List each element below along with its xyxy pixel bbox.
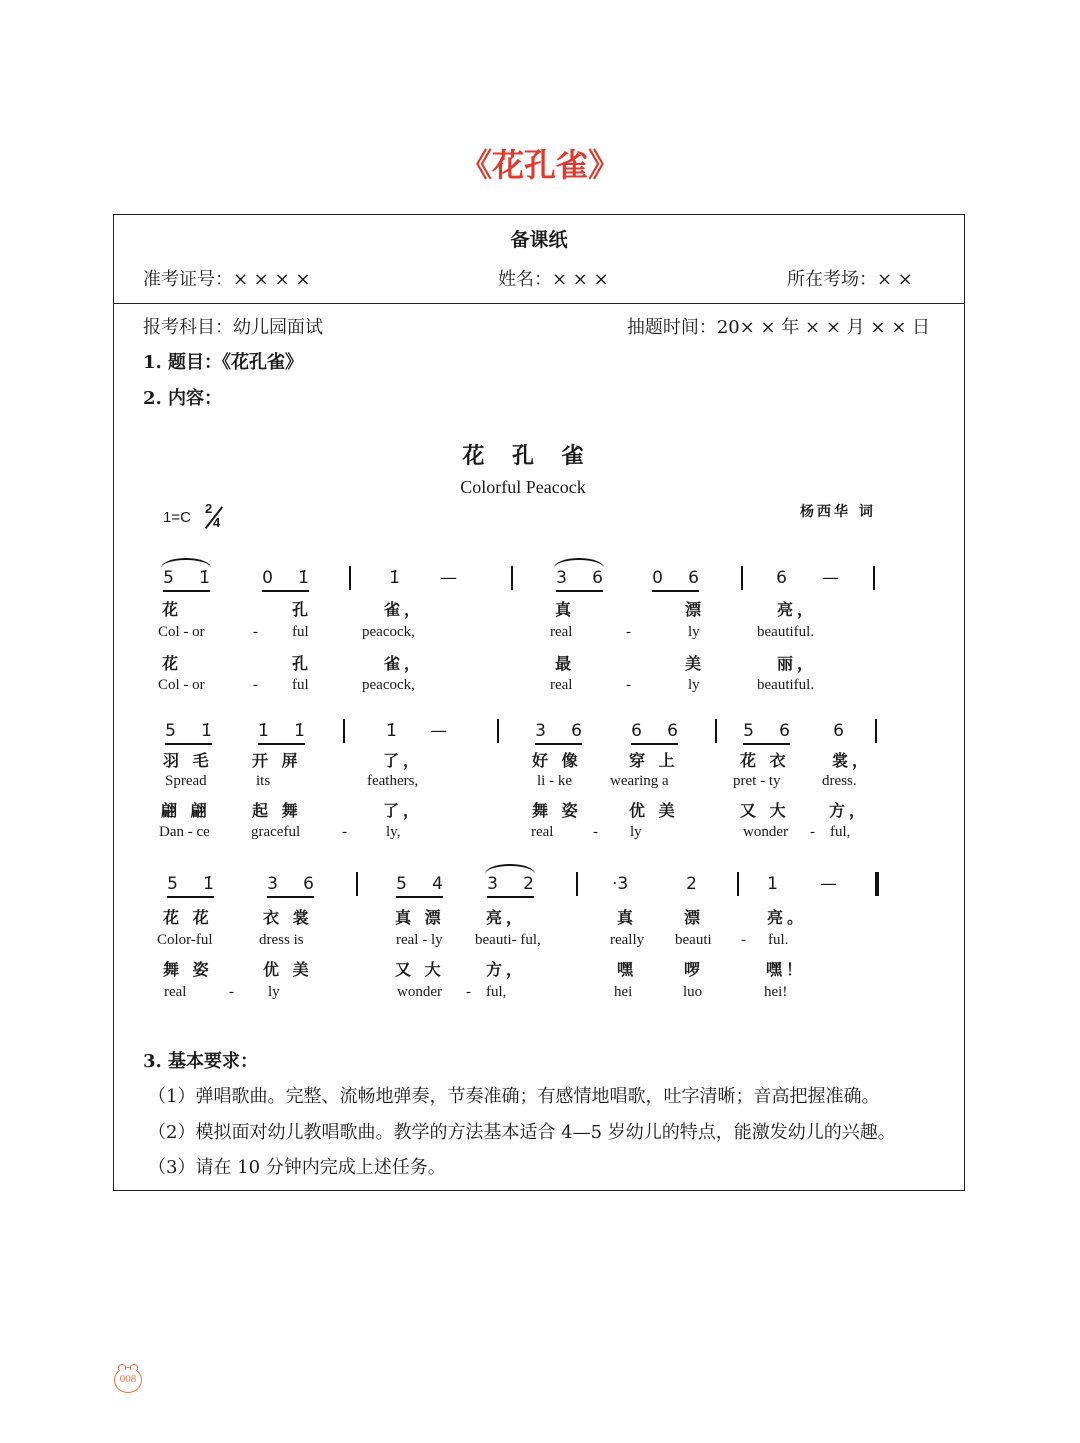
note: ·3: [612, 874, 629, 894]
slur-mark: [161, 558, 211, 568]
note-group: [833, 720, 844, 742]
page-title: 《花孔雀》: [459, 146, 620, 184]
lyric-english: graceful: [251, 824, 301, 840]
time-signature-numerator: 2: [205, 501, 213, 516]
lyric-chinese: 漂: [685, 600, 706, 619]
note-group: [686, 873, 697, 895]
lyric-chinese: 真: [555, 600, 576, 619]
lyric-english: ly: [630, 824, 642, 840]
lyric-english: -: [466, 984, 471, 1000]
lyric-english: -: [229, 984, 234, 1000]
beamed-note-group: [487, 873, 534, 898]
lyric-chinese: 最: [555, 654, 576, 673]
lyric-english: luo: [683, 984, 703, 1000]
note: 6: [571, 721, 582, 741]
note: —: [820, 874, 837, 894]
lyric-chinese: 方，: [486, 960, 527, 979]
lyric-chinese: 衣 裳: [263, 908, 313, 927]
lyric-chinese: 花 衣: [740, 751, 790, 770]
lyric-english: beautiful.: [757, 624, 815, 640]
lyricist-credit: 杨西华 词: [800, 504, 876, 520]
lyric-english: dress.: [822, 773, 857, 789]
note: 1̇: [389, 568, 400, 588]
lyric-english: -: [626, 677, 631, 693]
candidate-name-field: 姓名：× × ×: [498, 269, 609, 290]
note-group: [767, 873, 778, 895]
lyric-chinese: 花: [162, 654, 183, 673]
lyric-chinese: 花 花: [163, 908, 213, 927]
beamed-note-group: [396, 873, 443, 898]
note-group: [386, 720, 397, 742]
page-number-badge: [114, 1367, 142, 1393]
lyric-english: real: [550, 677, 573, 693]
lyric-english: ly,: [386, 824, 401, 840]
note: 3: [535, 721, 546, 741]
barline: [356, 872, 358, 896]
beamed-note-group: [743, 720, 790, 745]
note-group: [430, 720, 447, 742]
lyric-chinese: 好 像: [532, 751, 582, 770]
lyric-english: hei: [614, 984, 633, 1000]
note-group: [776, 567, 787, 589]
barline: [511, 566, 513, 590]
lyric-chinese: 雀，: [384, 654, 425, 673]
lyric-chinese: 方，: [829, 801, 870, 820]
header-divider: [113, 303, 965, 304]
lyric-chinese: 花: [162, 600, 183, 619]
lyric-english: -: [253, 624, 258, 640]
beamed-note-group: [167, 873, 214, 898]
note: 6: [592, 568, 603, 588]
requirement-item-3: （3）请在 10 分钟内完成上述任务。: [148, 1157, 446, 1178]
barline: [741, 566, 743, 590]
lyric-english: Color-ful: [157, 932, 213, 948]
lyric-english: beauti- ful,: [475, 932, 541, 948]
requirements-label: 3. 基本要求：: [143, 1051, 259, 1072]
lyric-english: pret - ty: [733, 773, 781, 789]
lyric-chinese: 亮，: [777, 600, 818, 619]
time-signature-denominator: 4: [213, 515, 221, 530]
lyric-chinese: 羽 毛: [163, 751, 213, 770]
lyric-english: Spread: [165, 773, 207, 789]
lyric-chinese: 孔: [292, 654, 313, 673]
note: 1̇: [294, 721, 305, 741]
lyric-chinese: 穿 上: [629, 751, 679, 770]
lyric-english: real: [164, 984, 187, 1000]
lyric-english: really: [610, 932, 645, 948]
lyric-chinese: 优 美: [629, 801, 679, 820]
beamed-note-group: [262, 567, 309, 592]
lyric-english: Col - or: [158, 624, 205, 640]
lyric-chinese: 舞 姿: [163, 960, 213, 979]
lyric-chinese: 孔: [292, 600, 313, 619]
note: 6: [667, 721, 678, 741]
sheet-heading: 备课纸: [510, 229, 568, 251]
lyric-chinese: 真: [617, 908, 638, 927]
lyric-chinese: 漂: [684, 908, 705, 927]
note: 1̇: [203, 874, 214, 894]
lyric-chinese: 嘿: [617, 960, 638, 979]
exam-id-field: 准考证号：× × × ×: [143, 269, 311, 290]
note: 1̇: [386, 721, 397, 741]
note: 2: [523, 874, 534, 894]
final-barline: [875, 872, 879, 896]
lyric-chinese: 亮，: [486, 908, 527, 927]
beamed-note-group: [631, 720, 678, 745]
lyric-chinese: 雀，: [384, 600, 425, 619]
requirement-item-2: （2）模拟面对幼儿教唱歌曲。教学的方法基本适合 4—5 岁幼儿的特点，能激发幼儿的兴趣。: [148, 1122, 896, 1143]
lyric-chinese: 又 大: [395, 960, 445, 979]
lyric-english: peacock,: [362, 677, 415, 693]
note-group: [440, 567, 457, 589]
note: 6: [779, 721, 790, 741]
lyric-english: -: [593, 824, 598, 840]
song-subtitle-english: Colorful Peacock: [460, 477, 586, 497]
slur-mark: [485, 864, 535, 874]
lyric-english: ful,: [830, 824, 851, 840]
exam-venue-field: 所在考场：× ×: [787, 269, 913, 290]
note: 0: [262, 568, 273, 588]
lyric-english: ly: [268, 984, 280, 1000]
lyric-english: -: [253, 677, 258, 693]
note-group: [822, 567, 839, 589]
lyric-english: -: [626, 624, 631, 640]
note: 6: [688, 568, 699, 588]
lyric-english: ful: [292, 677, 309, 693]
lyric-english: -: [342, 824, 347, 840]
lyric-english: dress is: [259, 932, 304, 948]
note: 6: [303, 874, 314, 894]
lyric-english: beautiful.: [757, 677, 815, 693]
lyric-chinese: 真 漂: [395, 908, 445, 927]
beamed-note-group: [556, 567, 603, 592]
note: 3: [487, 874, 498, 894]
lyric-english: ful: [292, 624, 309, 640]
beamed-note-group: [163, 567, 210, 592]
lyric-chinese: 舞 姿: [532, 801, 582, 820]
lyric-english: wonder: [397, 984, 442, 1000]
lyric-english: beauti: [675, 932, 712, 948]
lyric-chinese: 亮。: [767, 908, 808, 927]
lyric-chinese: 优 美: [263, 960, 313, 979]
note: 6: [776, 568, 787, 588]
lyric-english: Col - or: [158, 677, 205, 693]
lyric-english: wearing a: [610, 773, 669, 789]
lyric-english: -: [741, 932, 746, 948]
key-signature: 1=C: [163, 509, 191, 526]
lyric-english: ful,: [486, 984, 507, 1000]
lyric-chinese: 美: [685, 654, 706, 673]
note: 1̇: [201, 721, 212, 741]
lyric-english: feathers,: [367, 773, 419, 789]
barline: [576, 872, 578, 896]
lyric-english: ful.: [768, 932, 789, 948]
note: 5: [396, 874, 407, 894]
note: 4: [432, 874, 443, 894]
note: 5: [163, 568, 174, 588]
note: —: [440, 568, 457, 588]
topic-line: 1. 题目：《花孔雀》: [143, 352, 304, 373]
lyric-chinese: 嘿！: [766, 960, 807, 979]
barline: [873, 566, 875, 590]
note: —: [430, 721, 447, 741]
lyric-english: -: [810, 824, 815, 840]
lyric-chinese: 啰: [684, 960, 705, 979]
draw-time-field: 抽题时间：20× × 年 × × 月 × × 日: [626, 317, 930, 338]
lyric-english: li - ke: [537, 773, 572, 789]
note: 5: [165, 721, 176, 741]
requirement-item-1: （1）弹唱歌曲。完整、流畅地弹奏，节奏准确；有感情地唱歌，吐字清晰；音高把握准确。: [148, 1086, 880, 1107]
note: 5: [743, 721, 754, 741]
lyric-english: wonder: [743, 824, 788, 840]
note: 1: [767, 874, 778, 894]
lyric-english: ly: [688, 677, 700, 693]
note: 1̇: [298, 568, 309, 588]
beamed-note-group: [535, 720, 582, 745]
beamed-note-group: [652, 567, 699, 592]
beamed-note-group: [165, 720, 212, 745]
numbered-music-score: [140, 545, 900, 1010]
lyric-english: hei!: [764, 984, 788, 1000]
lyric-english: ly: [688, 624, 700, 640]
lyric-english: peacock,: [362, 624, 415, 640]
note-group: [820, 873, 837, 895]
note-group: [612, 873, 628, 895]
lyric-english: real: [550, 624, 573, 640]
lyric-chinese: 开 屏: [252, 751, 302, 770]
note: 5: [167, 874, 178, 894]
barline: [715, 719, 717, 743]
lyric-english: real: [531, 824, 554, 840]
note: 2: [686, 874, 697, 894]
lyric-chinese: 起 舞: [252, 801, 302, 820]
barline: [349, 566, 351, 590]
note: 3: [556, 568, 567, 588]
barline: [875, 719, 877, 743]
note: 0: [652, 568, 663, 588]
beamed-note-group: [267, 873, 314, 898]
lyric-chinese: 裳，: [832, 751, 873, 770]
note: 3: [267, 874, 278, 894]
lyric-chinese: 又 大: [740, 801, 790, 820]
barline: [737, 872, 739, 896]
lyric-chinese: 了，: [383, 751, 424, 770]
lyric-english: Dan - ce: [159, 824, 210, 840]
beamed-note-group: [258, 720, 305, 745]
barline: [497, 719, 499, 743]
lyric-chinese: 丽，: [777, 654, 818, 673]
lyric-english: its: [256, 773, 271, 789]
slur-mark: [554, 558, 604, 568]
note: 1̇: [258, 721, 269, 741]
page-number: 008: [119, 1373, 137, 1385]
note: —: [822, 568, 839, 588]
subject-field: 报考科目：幼儿园面试: [143, 317, 323, 338]
lyric-english: real - ly: [396, 932, 443, 948]
lyric-chinese: 了，: [383, 801, 424, 820]
note-group: [389, 567, 400, 589]
lyric-chinese: 翩 翩: [161, 801, 211, 820]
note: 6: [833, 721, 844, 741]
song-title: 花 孔 雀: [462, 443, 594, 469]
content-label: 2. 内容：: [143, 388, 223, 409]
note: 6: [631, 721, 642, 741]
barline: [343, 719, 345, 743]
note: 1̇: [199, 568, 210, 588]
